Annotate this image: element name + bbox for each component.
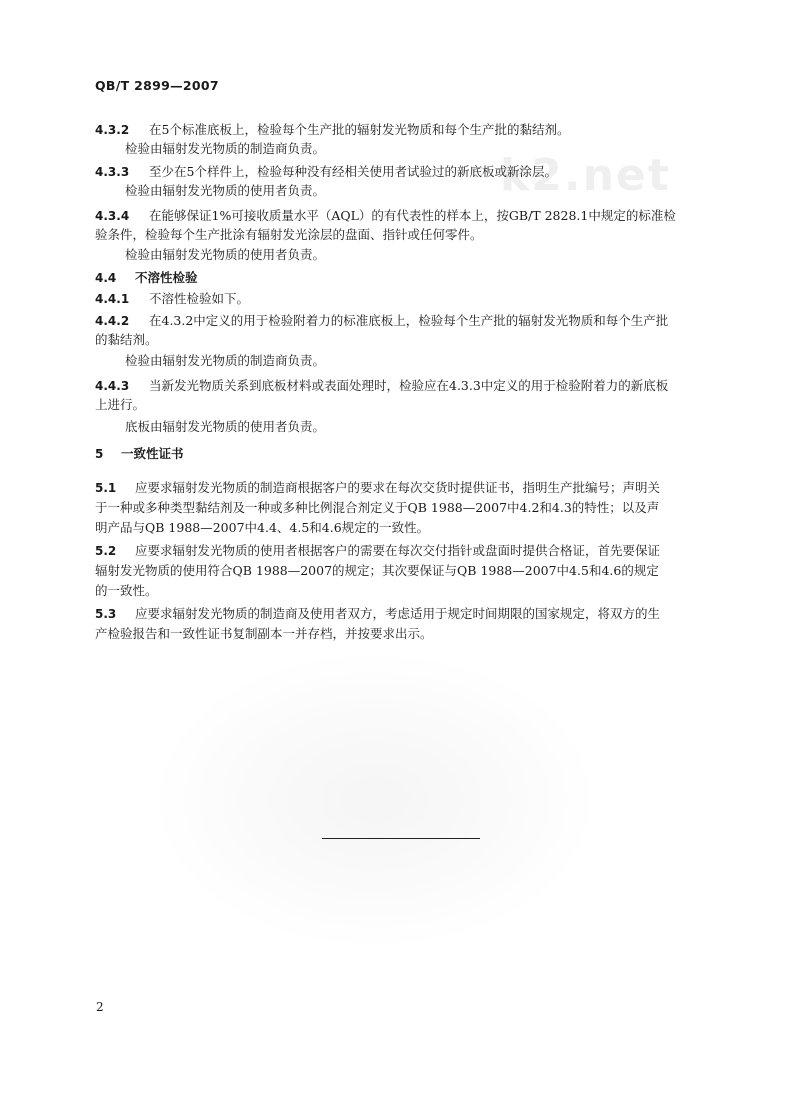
- watermark: k2.net: [500, 150, 671, 201]
- paragraph-text: 检验由辐射发光物质的使用者负责。: [125, 183, 326, 198]
- clause-5-1: [95, 480, 660, 496]
- clause-4-3-4: [95, 208, 676, 224]
- paragraph-text: 检验由辐射发光物质的制造商负责。: [125, 141, 326, 156]
- clause-number: 4.4.3: [95, 379, 130, 393]
- clause-text: 应要求辐射发光物质的制造商及使用者双方，考虑适用于规定时间期限的国家规定，将双方的生: [135, 606, 661, 621]
- paragraph-text: 辐射发光物质的使用符合QB 1988—2007的规定；其次要保证与QB 1988—2007中4.5和4.6的规定: [95, 563, 659, 578]
- clause-4-4-3: [95, 378, 668, 394]
- clause-number: 4.3.4: [95, 209, 130, 223]
- clause-number: 4.3.2: [95, 123, 130, 137]
- clause-text: 当新发光物质关系到底板材料或表面处理时，检验应在4.3.3中定义的用于检验附着力的新底板: [149, 378, 669, 393]
- clause-number: 5.3: [95, 607, 117, 621]
- paragraph-text: 检验由辐射发光物质的使用者负责。: [125, 247, 326, 262]
- clause-5-3: [95, 606, 660, 622]
- end-separator-line: [322, 838, 480, 839]
- paragraph-text: 的一致性。: [95, 583, 158, 598]
- paragraph-text: 上进行。: [95, 397, 146, 412]
- standard-code-header: QB/T 2899—2007: [95, 78, 219, 93]
- clause-4-3-2: [95, 122, 569, 138]
- paragraph-text: 产检验报告和一致性证书复制副本一并存档，并按要求出示。: [95, 626, 433, 641]
- clause-text: 至少在5个样件上，检验每种没有经相关使用者试验过的新底板或新涂层。: [149, 164, 557, 179]
- paragraph-text: 于一种或多种类型黏结剂及一种或多种比例混合剂定义于QB 1988—2007中4.2和4.3的特性；以及声: [95, 500, 660, 515]
- clause-number: 4.4.2: [95, 314, 130, 328]
- paragraph-text: 明产品与QB 1988—2007中4.4、4.5和4.6规定的一致性。: [95, 520, 430, 535]
- section-title: 不溶性检验: [135, 270, 198, 285]
- clause-text: 在5个标准底板上，检验每个生产批的辐射发光物质和每个生产批的黏结剂。: [149, 122, 570, 137]
- clause-number: 4.4.1: [95, 292, 130, 306]
- clause-4-4-2: [95, 313, 668, 329]
- clause-4-3-3: [95, 164, 557, 180]
- clause-4-4-1: [95, 291, 249, 307]
- page-number: 2: [96, 1000, 104, 1014]
- section-number: 4.4: [95, 271, 117, 285]
- clause-number: 4.3.3: [95, 165, 130, 179]
- section-title: 一致性证书: [121, 446, 184, 461]
- paragraph-text: 的黏结剂。: [95, 332, 158, 347]
- paragraph-text: 检验由辐射发光物质的制造商负责。: [125, 353, 326, 368]
- scan-noise: [150, 650, 600, 950]
- paragraph-text: 验条件，检验每个生产批涂有辐射发光涂层的盘面、指针或任何零件。: [95, 227, 483, 242]
- clause-text: 应要求辐射发光物质的制造商根据客户的要求在每次交货时提供证书，指明生产批编号；声明关: [135, 480, 661, 495]
- clause-text: 在4.3.2中定义的用于检验附着力的标准底板上，检验每个生产批的辐射发光物质和每个生产批: [149, 313, 669, 328]
- clause-text: 应要求辐射发光物质的使用者根据客户的需要在每次交付指针或盘面时提供合格证，首先要保证: [135, 543, 661, 558]
- clause-text: 不溶性检验如下。: [149, 291, 250, 306]
- section-4-4: [95, 270, 198, 286]
- section-5: [95, 446, 184, 462]
- clause-number: 5.2: [95, 544, 117, 558]
- section-number: 5: [95, 447, 104, 461]
- clause-number: 5.1: [95, 481, 117, 495]
- clause-5-2: [95, 543, 660, 559]
- paragraph-text: 底板由辐射发光物质的使用者负责。: [125, 419, 326, 434]
- clause-text: 在能够保证1%可接收质量水平（AQL）的有代表性的样本上，按GB/T 2828.1中规定的标准检: [149, 208, 676, 223]
